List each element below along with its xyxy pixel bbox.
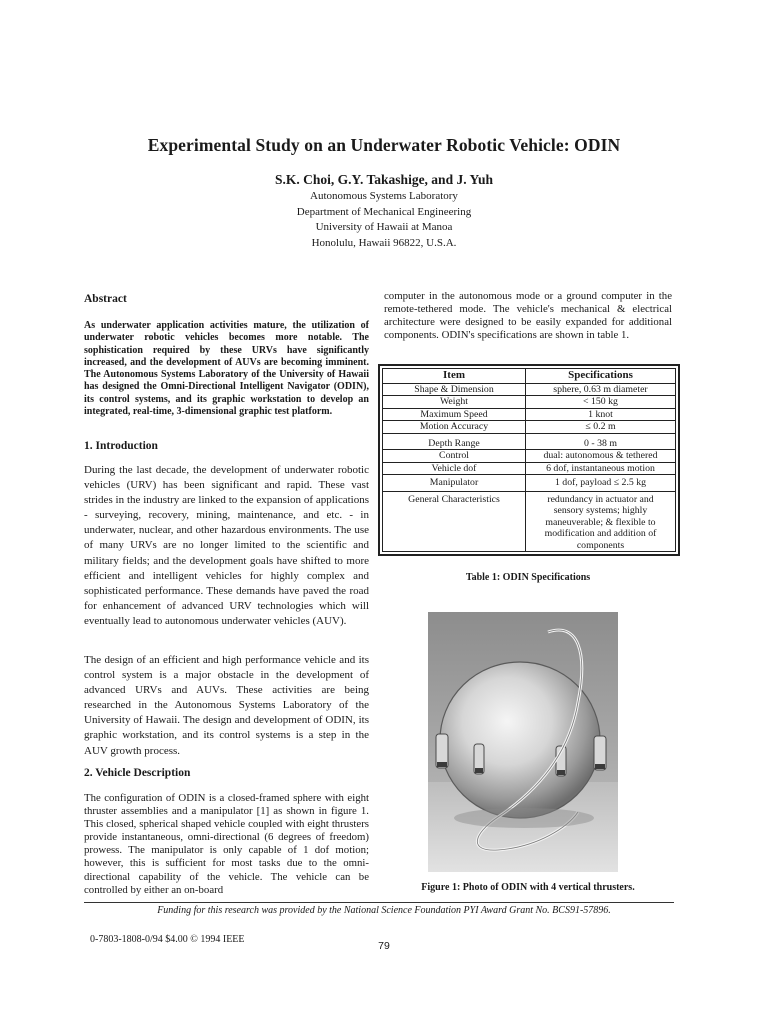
specifications-table-frame — [378, 364, 680, 556]
table-cell: Manipulator — [383, 475, 526, 492]
copyright-line: 0-7803-1808-0/94 $4.00 © 1994 IEEE — [90, 934, 245, 945]
table-cell: sphere, 0.63 m diameter — [526, 383, 676, 396]
odin-photo-illustration — [428, 612, 618, 872]
paper-authors: S.K. Choi, G.Y. Takashige, and J. Yuh — [275, 172, 493, 187]
table-header-row — [383, 369, 676, 384]
introduction-paragraph: The design of an efficient and high performance vehicle and its control system is a major obstacle in the development of advanced URVs and AUVs. These activities are being researched in the Autonomous Systems Laboratory of the University of Hawaii. The design and development of ODIN, its graphic workstation, and its control systems is a step in the AUV growth process. — [84, 654, 369, 757]
table-header-cell: Specifications — [526, 369, 676, 384]
table-cell: Motion Accuracy — [383, 421, 526, 434]
table-cell: Maximum Speed — [383, 408, 526, 421]
abstract-text: As underwater application activities mature, the utilization of underwater robotic vehicles becomes more notable. The sophistication required by these URVs have significantly increased, and the development of AUVs are becoming imminent. The Autonomous Systems Laboratory of the University of Hawaii has designed the Omni-Directional Intelligent Navigator (ODIN), its control systems, and its graphic workstation to develop an integrated, real-time, 3-dimensional graphic test platform. — [84, 320, 369, 418]
affiliation-line: University of Hawaii at Manoa — [315, 221, 453, 233]
table-row — [383, 408, 676, 421]
introduction-paragraph: During the last decade, the development of underwater robotic vehicles (URV) has been significant and rapid. These vast strides in the industry are linked to the expansion of applications - surveying, recovery, mining, maintenance, and etc. - in underwater, nuclear, and other hazardous environments. The use of many URVs are no longer limited to the scientific and military fields; and the development goals have shifted to more efficient and intelligent vehicles for highly complex and sophisticated performance. These demands have paved the road for enhancement of advanced URV technologies which will eventually lead to autonomous underwater vehicles (AUV). — [84, 464, 369, 627]
table-cell: redundancy in actuator and sensory systems; highly maneuverable; & flexible to modification and addition of components — [526, 491, 676, 552]
table-row — [383, 475, 676, 492]
table-caption: Table 1: ODIN Specifications — [465, 572, 591, 583]
affiliation-line: Department of Mechanical Engineering — [296, 205, 472, 218]
table-row — [383, 491, 676, 552]
footnote-rule — [84, 902, 674, 903]
table-row — [383, 462, 676, 475]
table-cell: 1 knot — [526, 408, 676, 421]
specifications-table — [382, 368, 676, 552]
paper-title: Experimental Study on an Underwater Robotic Vehicle: ODIN — [147, 135, 621, 155]
affiliation-line: Autonomous Systems Laboratory — [310, 190, 458, 202]
introduction-heading: 1. Introduction — [84, 440, 158, 452]
odin-photo — [428, 612, 618, 872]
vehicle-description-text: The configuration of ODIN is a closed-framed sphere with eight thruster assemblies and a manipulator [1] as shown in figure 1. This closed, spherical shaped vehicle coupled with eight thrusters provide instantaneous, omni-directional (6 degrees of freedom) prowess. The manipulator is only capable of 1 dof motion; however, this is sufficient for most tasks due to the omni-directional capability of the vehicle. The vehicle can be controlled by either an on-board — [84, 792, 369, 896]
vehicle-description-heading: 2. Vehicle Description — [84, 767, 191, 779]
table-cell: 0 - 38 m — [526, 433, 676, 450]
table-row — [383, 396, 676, 409]
table-row — [383, 450, 676, 463]
table-row — [383, 433, 676, 450]
table-cell: 1 dof, payload ≤ 2.5 kg — [526, 475, 676, 492]
table-cell: Control — [383, 450, 526, 463]
funding-footnote: Funding for this research was provided by the National Science Foundation PYI Award Grant No. BCS91-57896. — [157, 905, 611, 916]
right-column-text: computer in the autonomous mode or a ground computer in the remote-tethered mode. The vehicle's mechanical & electrical architecture were designed to be easily expanded for additional components. ODIN's specifications are shown in table 1. — [384, 290, 672, 342]
table-header-cell: Item — [383, 369, 526, 384]
table-cell: Vehicle dof — [383, 462, 526, 475]
page-number: 79 — [378, 940, 390, 952]
figure-caption: Figure 1: Photo of ODIN with 4 vertical thrusters. — [421, 882, 635, 893]
table-cell: 6 dof, instantaneous motion — [526, 462, 676, 475]
table-cell: ≤ 0.2 m — [526, 421, 676, 434]
table-cell: Shape & Dimension — [383, 383, 526, 396]
affiliation-block — [0, 189, 768, 251]
abstract-heading: Abstract — [84, 293, 127, 305]
table-cell: Weight — [383, 396, 526, 409]
table-row — [383, 383, 676, 396]
table-row — [383, 421, 676, 434]
table-cell: < 150 kg — [526, 396, 676, 409]
affiliation-line: Honolulu, Hawaii 96822, U.S.A. — [311, 236, 457, 249]
table-cell: Depth Range — [383, 433, 526, 450]
table-cell: dual: autonomous & tethered — [526, 450, 676, 463]
table-cell: General Characteristics — [383, 491, 526, 552]
